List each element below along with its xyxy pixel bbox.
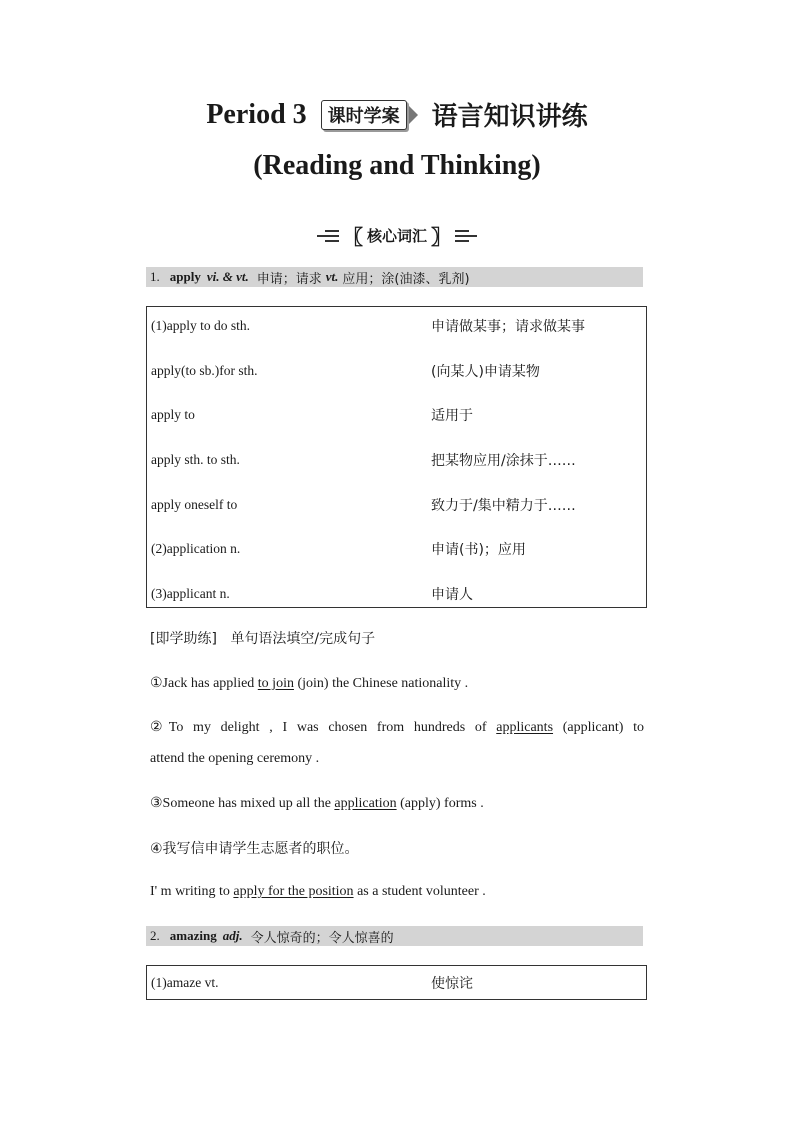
left-bracket-icon: 〖	[342, 225, 363, 249]
row-en: apply to	[151, 407, 195, 423]
word-bar-apply	[146, 267, 643, 287]
box-row	[147, 527, 646, 572]
question-2	[150, 719, 644, 736]
practice-instruction: 单句语法填空/完成句子	[230, 631, 376, 647]
row-cn: 把某物应用/涂抹于……	[431, 453, 576, 470]
word-headword: apply	[169, 269, 201, 284]
row-en: (1)apply to do sth.	[151, 318, 250, 334]
box-row	[147, 438, 646, 483]
row-en: (2)application n.	[151, 541, 241, 557]
box-row	[147, 349, 646, 394]
word-box-amazing	[146, 965, 647, 1000]
row-en: apply(to sb.)for sth.	[151, 362, 258, 378]
box-row	[147, 393, 646, 438]
word-number: 2.	[150, 928, 160, 943]
q2-answer: applicants	[496, 720, 554, 735]
row-cn: (向某人)申请某物	[431, 363, 540, 380]
box-row	[147, 482, 646, 527]
question-4-prompt: ④我写信申请学生志愿者的职位。	[150, 841, 359, 857]
word-pos: adj.	[222, 928, 243, 943]
subtitle: (Reading and Thinking)	[253, 150, 541, 181]
page-title	[206, 96, 587, 133]
row-cn: 适用于	[431, 408, 473, 425]
word-meaning: 令人惊奇的；令人惊喜的	[250, 930, 394, 946]
question-2-line-2: attend the opening ceremony .	[150, 751, 320, 766]
word-meaning-2: 应用；涂(油漆、乳剂)	[342, 271, 470, 287]
left-dash-icon	[317, 230, 339, 242]
q2-post: (applicant) to	[553, 720, 644, 735]
row-cn: 致力于/集中精力于……	[431, 497, 576, 514]
word-headword: amazing	[169, 928, 217, 943]
title-row	[0, 96, 794, 133]
question-4	[150, 884, 644, 900]
question-1	[150, 675, 644, 692]
q4-answer: apply for the position	[233, 884, 354, 899]
row-en: apply oneself to	[151, 496, 238, 512]
word-pos: vi. & vt.	[206, 269, 249, 284]
q4-post: as a student volunteer .	[353, 884, 486, 899]
box-row	[147, 966, 646, 999]
row-cn: 使惊诧	[431, 975, 473, 992]
section-header	[0, 221, 794, 250]
row-en: apply sth. to sth.	[151, 452, 240, 468]
badge-arrow-icon	[409, 106, 418, 124]
box-row	[147, 572, 646, 617]
word-bar-amazing	[146, 926, 643, 946]
box-row	[147, 304, 646, 349]
word-box-apply	[146, 306, 647, 608]
right-bracket-icon: 〗	[431, 225, 451, 249]
row-cn: 申请做某事；请求做某事	[431, 319, 585, 336]
badge-label: 课时学案	[321, 100, 407, 130]
q2-pre: ②To my delight , I was chosen from hundreds of	[150, 720, 497, 735]
practice-header	[150, 628, 644, 648]
row-en: (3)applicant n.	[151, 585, 230, 601]
row-cn: 申请人	[431, 586, 473, 603]
title-chinese: 语言知识讲练	[431, 102, 588, 132]
word-pos-2: vt.	[325, 269, 339, 284]
period-label: Period 3	[206, 98, 307, 130]
row-cn: 申请(书)；应用	[431, 542, 526, 559]
lesson-badge	[321, 100, 418, 130]
row-en: (1)amaze vt.	[151, 974, 219, 990]
q1-pre: ①Jack has applied	[150, 676, 258, 691]
practice-label: [即学助练]	[150, 631, 217, 647]
word-number: 1.	[150, 269, 160, 284]
section-label: 核心词汇	[366, 227, 427, 245]
word-meaning: 申请；请求	[256, 271, 322, 287]
q3-post: (apply) forms .	[396, 796, 484, 811]
q3-answer: application	[334, 796, 397, 811]
right-dash-icon	[455, 230, 477, 242]
q3-pre: ③Someone has mixed up all the	[150, 796, 335, 811]
q1-answer: to join	[257, 676, 294, 691]
question-3	[150, 795, 644, 812]
q1-post: (join) the Chinese nationality .	[293, 676, 469, 691]
q4-pre: I' m writing to	[150, 884, 234, 899]
